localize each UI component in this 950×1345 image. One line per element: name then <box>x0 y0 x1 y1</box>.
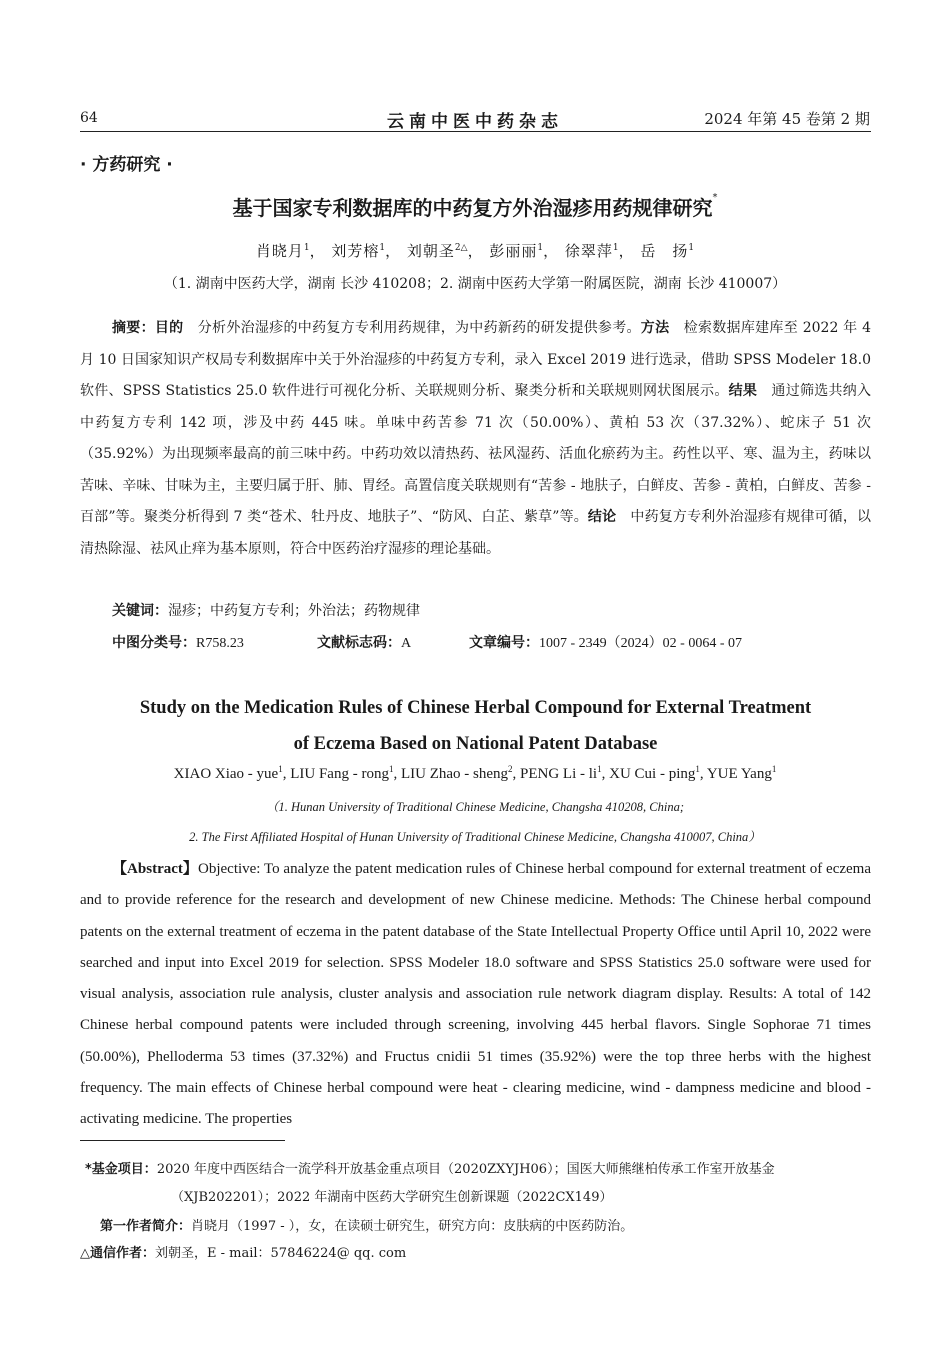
en-title <box>80 690 871 762</box>
keywords-value: 湿疹；中药复方专利；外治法；药物规律 <box>168 603 420 619</box>
funding-text: 2020 年度中西医结合一流学科开放基金重点项目（2020ZXYJH06）；国医大师熊继柏传承工作室开放基金 <box>156 1162 775 1177</box>
objective-text: 分析外治湿疹的中药复方专利用药规律，为中药新药的研发提供参考。 <box>197 320 641 336</box>
results-text: 通过筛选共纳入中药复方专利 142 项，涉及中药 445 味。单味中药苦参 71 次（50.00%）、黄柏 53 次（37.32%）、蛇床子 51 次（35.92%）为出现频率最高的前三味中药。中药功效以清热药、祛风湿药、活血化瘀药为主。药性以平、寒、温为主，药味以苦味、辛味、甘味为主，主要归属于肝、肺、胃经。高置信度关联规则有“苦参 - 地肤子，白鲜皮、苦参 - 黄柏，白鲜皮、苦参 - 百部”等。聚类分析得到 7 类“苍术、牡丹皮、地肤子”、“防风、白芷、紫草”等。 <box>80 383 872 525</box>
en-author: LIU Zhao - sheng$^2$ <box>400 764 513 782</box>
cn-author-list: 肖晓月$^1$， 刘芳榕$^1$， 刘朝圣$^{2\triangle}$， 彭丽丽$^1$， 徐翠萍$^1$， 岳 扬$^1$ <box>255 242 695 260</box>
funding-text-cont: （XJB202201）；2022 年湖南中医药大学研究生创新课题（2022CX149） <box>171 1190 613 1205</box>
first-author-footnote <box>100 1215 633 1234</box>
keywords-label: 关键词： <box>112 603 168 619</box>
cn-author: 彭丽丽$^1$ <box>489 242 544 260</box>
clc-value: R758.23 <box>196 636 244 651</box>
cn-author: 岳 扬$^1$ <box>640 242 695 260</box>
en-abstract <box>80 854 871 1136</box>
cn-author: 徐翠萍$^1$ <box>564 242 619 260</box>
article-number-value: 1007 - 2349（2024）02 - 0064 - 07 <box>539 636 742 651</box>
doc-code-label: 文献标志码： <box>317 635 401 651</box>
en-author: XIAO Xiao - yue$^1$ <box>173 764 283 782</box>
methods-label: 方法 <box>640 320 670 336</box>
en-title-line: Study on the Medication Rules of Chinese Herbal Compound for External Treatment <box>139 698 812 718</box>
en-author: YUE Yang$^1$ <box>706 764 777 782</box>
cn-author: 肖晓月$^1$ <box>255 242 310 260</box>
conclusion-text: 中药复方专利外治湿疹有规律可循，以清热除湿、祛风止痒为基本原则，符合中医药治疗湿疹的理论基础。 <box>80 509 872 557</box>
en-affiliation-1: （1. Hunan University of Traditional Chinese Medicine, Changsha 410208, China; <box>265 800 685 814</box>
en-affiliation-2: 2. The First Affiliated Hospital of Hunan University of Traditional Chinese Medicine, Changsha 410007, China） <box>189 830 761 844</box>
header-rule <box>80 131 871 132</box>
en-abstract-label: 【Abstract】 <box>112 861 198 877</box>
journal-name: 云南中医中药杂志 <box>387 112 563 132</box>
section-label: · 方药研究 · <box>80 155 173 175</box>
methods-text: 检索数据库建库至 2022 年 4 月 10 日国家知识产权局专利数据库中关于外治湿疹的中药复方专利，录入 Excel 2019 进行选录，借助 SPSS Modeler 18.0 软件、SPSS Statistics 25.0 软件进行可视化分析、关联规则分析、聚类分析和关联规则网状图展示。 <box>80 320 872 399</box>
first-author-label: 第一作者简介： <box>100 1219 192 1234</box>
en-author: XU Cui - ping$^1$ <box>609 764 700 782</box>
en-title-line: of Eczema Based on National Patent Database <box>293 734 658 754</box>
cn-author: 刘芳榕$^1$ <box>331 242 386 260</box>
page-number: 64 <box>80 110 98 126</box>
objective-label: 目的 <box>154 320 184 336</box>
keywords-line <box>112 600 420 620</box>
en-author: LIU Fang - rong$^1$ <box>290 764 394 782</box>
conclusion-label: 结论 <box>587 509 617 525</box>
classification-line <box>112 632 812 652</box>
clc-label: 中图分类号： <box>112 635 196 651</box>
corresponding-label: △通信作者： <box>80 1246 155 1261</box>
doc-code-value: A <box>401 636 412 651</box>
issue-info: 2024 年第 45 卷第 2 期 <box>704 110 870 128</box>
corresponding-text: 刘朝圣，E - mail：57846224@ qq. com <box>155 1246 407 1261</box>
cn-abstract <box>80 313 871 565</box>
first-author-text: 肖晓月（1997 - ），女，在读硕士研究生，研究方向：皮肤病的中医药防治。 <box>191 1219 634 1234</box>
cn-title-footnote-mark: * <box>712 192 718 203</box>
en-author: PENG Li - $li^1$ <box>520 764 602 782</box>
en-abstract-text: Objective: To analyze the patent medication rules of Chinese herbal compound for external treatment of eczema and to provide reference for the research and development of new Chinese medicine. Methods: The Chinese herbal compound patents on the external treatment of eczema in the patent database of the State Intellectual Property Office until April 10, 2022 were searched and input into Excel 2019 for selection. SPSS Modeler 18.0 software and SPSS Statistics 25.0 software were used for visual analysis, association rule analysis, cluster analysis and association rule network diagram display. Results: A total of 142 Chinese herbal compound patents were included through screening, involving 445 herbal flavors. Single Sophorae 71 times (50.00%), Phelloderma 53 times (37.32%) and Fructus cnidii 51 times (35.92%) were the top three herbs with the highest frequency. The main effects of Chinese herbal compound were heat - clearing medicine, wind - dampness medicine and blood - activating medicine. The properties <box>80 861 871 1128</box>
en-author-list: XIAO Xiao - yue$^1$, LIU Fang - rong$^1$, LIU Zhao - sheng$^2$, PENG Li - $li^1$, XU Cui - ping$^1$, YUE Yang$^1$ <box>173 764 777 782</box>
cn-affiliations: （1. 湖南中医药大学，湖南 长沙 410208；2. 湖南中医药大学第一附属医院，湖南 长沙 410007） <box>163 276 787 292</box>
results-label: 结果 <box>728 383 758 399</box>
funding-label: *基金项目： <box>85 1162 157 1177</box>
corresponding-author-footnote <box>80 1242 406 1261</box>
funding-footnote <box>85 1156 871 1212</box>
cn-abstract-label: 摘要： <box>112 320 155 336</box>
cn-author: 刘朝圣$^{2\triangle}$ <box>406 242 468 260</box>
footnote-rule <box>80 1140 285 1141</box>
article-number-label: 文章编号： <box>469 635 539 651</box>
cn-title-text: 基于国家专利数据库的中药复方外治湿疹用药规律研究 <box>232 196 713 220</box>
cn-title <box>0 192 950 221</box>
